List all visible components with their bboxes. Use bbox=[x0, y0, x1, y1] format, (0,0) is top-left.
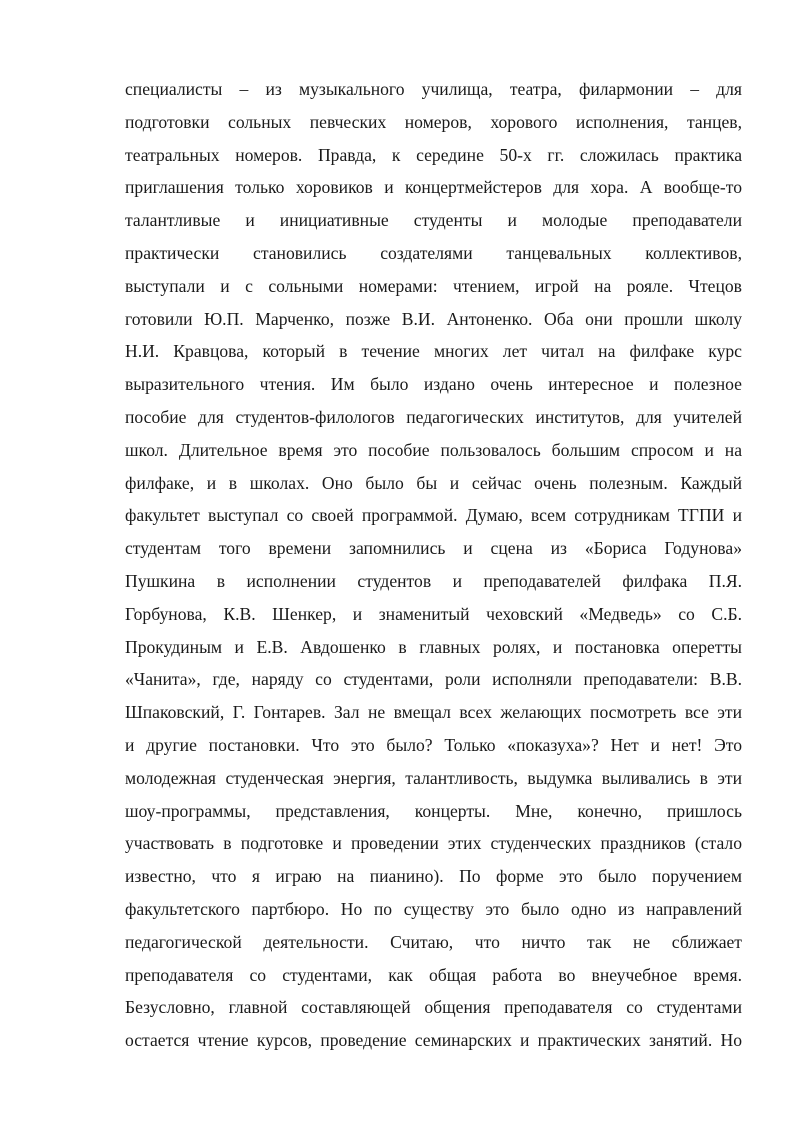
text-line: специалисты – из музыкального училища, театра, филармонии – для bbox=[125, 79, 742, 99]
text-line: преподавателя со студентами, как общая работа во внеучебное время. bbox=[125, 964, 742, 985]
text-line: пособие для студентов-филологов педагогических институтов, для учителей bbox=[125, 406, 742, 427]
body-text bbox=[125, 73, 742, 1057]
text-line: факультет выступал со своей программой. Думаю, всем сотрудникам ТГПИ и bbox=[125, 505, 742, 526]
text-line: Пушкина в исполнении студентов и преподавателей филфака П.Я. bbox=[125, 570, 742, 591]
text-line: приглашения только хоровиков и концертмейстеров для хора. А вообще-то bbox=[125, 177, 742, 198]
text-line: молодежная студенческая энергия, талантливость, выдумка выливались в эти bbox=[125, 767, 742, 788]
text-line: Шпаковский, Г. Гонтарев. Зал не вмещал всех желающих посмотреть все эти bbox=[125, 702, 742, 723]
text-line: «Чанита», где, наряду со студентами, роли исполняли преподаватели: В.В. bbox=[125, 669, 742, 690]
text-line: студентам того времени запомнились и сцена из «Бориса Годунова» bbox=[125, 538, 742, 559]
text-line: известно, что я играю на пианино). По форме это было поручением bbox=[125, 866, 742, 887]
text-line: талантливые и инициативные студенты и молодые преподаватели bbox=[125, 210, 742, 231]
text-line: выступали и с сольными номерами: чтением, игрой на рояле. Чтецов bbox=[125, 275, 742, 296]
text-line: театральных номеров. Правда, к середине 50-х гг. сложилась практика bbox=[125, 144, 742, 165]
text-line: филфаке, и в школах. Оно было бы и сейчас очень полезным. Каждый bbox=[125, 472, 742, 493]
text-line: Прокудиным и Е.В. Авдошенко в главных ролях, и постановка оперетты bbox=[125, 636, 742, 657]
text-line: практически становились создателями танцевальных коллективов, bbox=[125, 242, 742, 263]
text-line: подготовки сольных певческих номеров, хорового исполнения, танцев, bbox=[125, 111, 742, 132]
text-line: выразительного чтения. Им было издано очень интересное и полезное bbox=[125, 374, 742, 395]
text-line: школ. Длительное время это пособие пользовалось большим спросом и на bbox=[125, 439, 742, 460]
text-line: шоу-программы, представления, концерты. Мне, конечно, пришлось bbox=[125, 800, 742, 821]
text-line: Безусловно, главной составляющей общения преподавателя со студентами bbox=[125, 997, 742, 1018]
text-line: остается чтение курсов, проведение семинарских и практических занятий. Но bbox=[125, 1030, 742, 1051]
text-line: готовили Ю.П. Марченко, позже В.И. Антоненко. Оба они прошли школу bbox=[125, 308, 742, 329]
text-line: Н.И. Кравцова, который в течение многих лет читал на филфаке курс bbox=[125, 341, 742, 362]
text-line: педагогической деятельности. Считаю, что ничто так не сближает bbox=[125, 931, 742, 952]
text-line: и другие постановки. Что это было? Только «показуха»? Нет и нет! Это bbox=[125, 734, 742, 755]
text-line: участвовать в подготовке и проведении этих студенческих праздников (стало bbox=[125, 833, 742, 854]
text-line: Горбунова, К.В. Шенкер, и знаменитый чеховский «Медведь» со С.Б. bbox=[125, 603, 742, 624]
text-line: факультетского партбюро. Но по существу это было одно из направлений bbox=[125, 898, 742, 919]
